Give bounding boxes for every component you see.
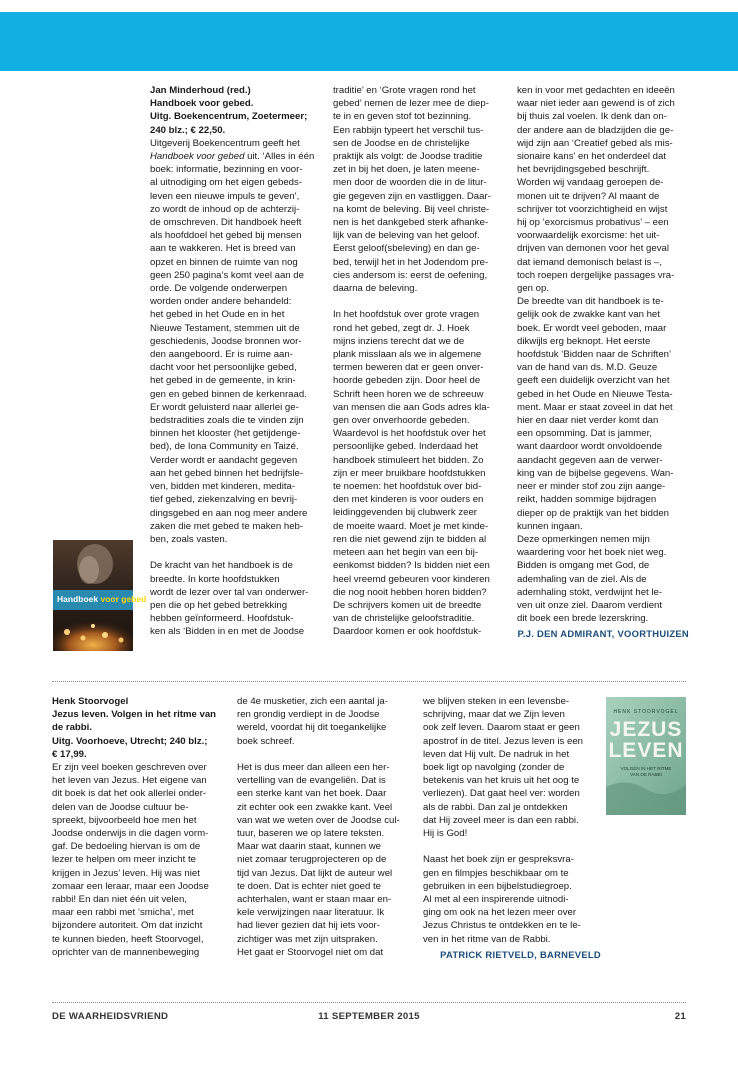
- text-line: heel vreemd gebeuren voor kinderen: [333, 573, 490, 585]
- review1-body-col3: [517, 84, 689, 625]
- text-line: gen op.: [517, 283, 550, 295]
- text-line: nen is het dankgebed sterk afhanke-: [333, 217, 489, 229]
- text-line: gie gegeven zijn en vastliggen. Daar-: [333, 190, 491, 202]
- text-line: gaf. De bedoeling hiervan is om de: [52, 841, 201, 853]
- text-line: tief gebed, ziekenzalving en bevrij-: [150, 494, 298, 506]
- text-line: De kracht van het handboek is de: [150, 560, 293, 572]
- book-cover-title-2: LEVEN: [608, 739, 684, 762]
- text-line: te noemen: het hoofdstuk over bid-: [333, 481, 482, 493]
- review1-column-2: [333, 84, 509, 639]
- text-line: spreekt, bijvoorbeeld hoe men het: [52, 814, 197, 826]
- text-line: king van de bijbelse gegevens. Wan-: [517, 467, 674, 479]
- text-line: persoonlijke gebed. Inderdaad het: [333, 441, 479, 453]
- text-line: orde. De volgende onderwerpen: [150, 283, 288, 295]
- text-line: het leven van Jezus. Het eigene van: [52, 775, 207, 787]
- text-line: Het is dus meer dan alleen een her-: [237, 762, 390, 773]
- text-line: breedte. In korte hoofdstukken: [150, 573, 280, 585]
- text-line: na komt de beleving. Bij veel christe-: [333, 203, 490, 215]
- text-line: Hij is God!: [423, 828, 468, 840]
- text-line: bedstradities zoals die te vinden zijn: [150, 415, 304, 427]
- text-line: al uitnodiging om het eigen gebeds-: [150, 177, 303, 189]
- top-color-banner: [0, 12, 738, 71]
- heading-line: Jan Minderhoud (red.): [150, 85, 251, 96]
- text-line: dieper op de praktijk van het bidden: [517, 507, 670, 519]
- text-line: had liever gezien dat hij iets voor-: [237, 920, 380, 932]
- text-line: te doen. Dat is echter niet goed te: [237, 880, 381, 892]
- text-line: hoofdstuk ‘Bidden naar de Schriften’: [517, 349, 672, 361]
- book-title-italic: Handboek voor gebed: [150, 151, 245, 163]
- text-line: het gebed in het Oude en in het: [150, 309, 285, 321]
- text-line: rabbi! En dan niet één uit velen,: [52, 894, 187, 906]
- text-line: leidinggevenden bij clubwerk zeer: [333, 507, 477, 519]
- text-line: aandacht gegeven aan de verwer-: [517, 454, 663, 466]
- text-line: gen en gebed binnen de kerkenraad.: [150, 388, 307, 400]
- text-line: bed, terwijl het in het Jodendom pre-: [333, 256, 489, 268]
- text-line: Uitgeverij Boekencentrum geeft het: [150, 137, 300, 149]
- text-line: geeft een duidelijk overzicht van het: [517, 375, 670, 387]
- text-line: niet zomaar terugprojecteren op de: [237, 854, 387, 866]
- text-line: Eerst geloof(sbeleving) en dan ge-: [333, 243, 480, 255]
- text-line: lezer te helpen om meer inzicht te: [52, 854, 196, 866]
- text-line: maar een rabbi met ‘smicha’, met: [52, 907, 194, 919]
- book-cover-subtitle-1: VOLGEN IN HET RITME: [620, 766, 672, 771]
- text-line: kunnen ingaan.: [517, 520, 583, 532]
- text-line: het gebed in de gemeente, in krin-: [150, 375, 296, 387]
- text-line: van wat we weten over de Joodse cul-: [237, 814, 400, 826]
- text-line: Een rabbijn typeert het verschil tus-: [333, 124, 484, 136]
- text-line: zo wordt de inhoud op de achterzij-: [150, 203, 300, 215]
- text-line: van de christelijke geloofstraditie.: [333, 613, 475, 625]
- review1-heading: [150, 84, 322, 137]
- text-line: termen beweren dat er geen onver-: [333, 362, 484, 374]
- text-line: plank misslaan als we in algemene: [333, 349, 482, 361]
- text-line: ook zelf leven. Daarom staat er geen: [423, 722, 580, 734]
- text-line: hebben geïnformeerd. Hoofdstuk-: [150, 613, 294, 625]
- text-line: meteen aan het begin van een bij-: [333, 547, 479, 559]
- text-line: hier en daar niet verder komt dan: [517, 415, 659, 427]
- text-line: eenkomst bidden? Is bidden niet een: [333, 560, 490, 572]
- text-line: een sterke kant van het boek. Daar: [237, 788, 387, 800]
- footer-divider: [52, 1002, 686, 1003]
- text-line: waar niet ieder aan gewend is of zich: [517, 98, 675, 110]
- text-line: als de rabbi. Dan zal je ontdekken: [423, 801, 568, 813]
- text-line: bed), de Iona Community en Taizé.: [150, 441, 299, 453]
- text-line: boek: informatie, bezinning en voor-: [150, 164, 303, 176]
- text-line: den met kinderen is voor ouders en: [333, 494, 484, 506]
- text-line: Maar wat daarin staat, kunnen we: [237, 841, 381, 853]
- text-line: praktijk als volgt: de Joodse traditie: [333, 151, 483, 163]
- heading-line: Uitg. Voorhoeve, Utrecht; 240 blz.;: [52, 735, 208, 747]
- review2-body-col3b: [423, 853, 601, 945]
- text-line: wordt de lezer over tal van onderwer-: [150, 586, 309, 598]
- text-line: boek schreef.: [237, 735, 295, 747]
- text-line: gebed’ nemen de lezer mee de diep-: [333, 98, 489, 110]
- footer-date: 11 SEPTEMBER 2015: [318, 1011, 420, 1022]
- text-line: ment. Maar er staat zoveel in dat het: [517, 401, 673, 413]
- text-line: neer er minder stof zou zijn aange-: [517, 481, 666, 493]
- text-line: apostrof in de titel. Jezus leven is een: [423, 735, 583, 747]
- text-line: dingsgebed en aan nog meer andere: [150, 507, 308, 519]
- text-line: schrijving, maar dat we Zijn leven: [423, 709, 565, 721]
- text-line: Er wordt geluisterd naar allerlei ge-: [150, 401, 299, 413]
- heading-line: Handboek voor gebed.: [150, 98, 254, 110]
- text-line: wijd zijn aan ‘Creatief gebed als mis-: [517, 137, 673, 149]
- text-line: krijgen in Jezus’ leven. Hij was niet: [52, 867, 200, 879]
- review2-column-3: [423, 695, 601, 961]
- text-line: lijk van de beleving van het geloof.: [333, 230, 480, 242]
- heading-line: Uitg. Boekencentrum, Zoetermeer;: [150, 111, 308, 123]
- text-line: zit echter ook een zwakke kant. Veel: [237, 801, 393, 813]
- text-line: Er zijn veel boeken geschreven over: [52, 762, 207, 774]
- text-line: sen de Joodse en de christelijke: [333, 137, 470, 149]
- text-line: rond het gebed, zegt dr. J. Hoek: [333, 322, 470, 334]
- text-line: als hoofddoel het gebed bij mensen: [150, 230, 302, 242]
- review1-signature: P.J. DEN ADMIRANT, VOORTHUIZEN: [517, 628, 689, 640]
- text-line: monen uit te drijven? Al maant de: [517, 190, 660, 202]
- text-line: ren die niet gewend zijn te bidden al: [333, 533, 487, 545]
- book-cover-title-1: JEZUS: [609, 718, 683, 741]
- text-line: Deze opmerkingen nemen mijn: [517, 533, 650, 545]
- review1-body-col1: [150, 137, 322, 639]
- footer-publication: DE WAARHEIDSVRIEND: [52, 1011, 169, 1022]
- text-line: aan te wakkeren. Het is breed van: [150, 243, 296, 255]
- heading-line: Jezus leven. Volgen in het ritme van: [52, 709, 217, 721]
- text-line: ven uit onze ziel. Daarom verdient: [517, 599, 663, 611]
- book-cover-handboek-voor-gebed: [53, 540, 147, 651]
- text-line: geen 250 pagina’s komt veel aan de: [150, 269, 304, 281]
- text-line: te kunnen bieden, heeft Stoorvogel,: [52, 933, 204, 945]
- text-line: Naast het boek zijn er gespreksvra-: [423, 854, 574, 866]
- text-line: schrijver tot voorzichtigheid en wijst: [517, 203, 668, 215]
- text-line: van de hand van ds. M.D. Geuze: [517, 362, 658, 374]
- text-line: wereld, voordat hij dit toegankelijke: [237, 722, 387, 734]
- text-line: bij thuis zal voelen. Ik denk dan on-: [517, 111, 667, 123]
- text-line: ven in het ritme van de Rabbi.: [423, 933, 551, 945]
- review1-body-col2: [333, 84, 509, 639]
- book-cover-title: Handboek voor gebed: [57, 594, 147, 604]
- text-line: den aangeboord. Er is ruime aan-: [150, 349, 293, 361]
- text-line: zaken die met gebed te maken heb-: [150, 520, 304, 532]
- text-line: gelijk ook de zwakke kant van het: [517, 309, 660, 321]
- text-line: dacht voor het persoonlijke gebed,: [150, 362, 297, 374]
- text-line: reikt, hadden sommige bijdragen: [517, 494, 657, 506]
- review1-column-1: [150, 84, 322, 639]
- text-line: dikwijls erg beknopt. Het eerste: [517, 335, 651, 347]
- review2-column-1: [52, 695, 230, 959]
- paragraph-gap: [150, 546, 322, 559]
- heading-line: Henk Stoorvogel: [52, 696, 129, 707]
- review2-heading: [52, 695, 230, 761]
- text-line: ven, bidden met kinderen, medita-: [150, 481, 296, 493]
- text-line: de omschreven. Dit handboek heeft: [150, 217, 302, 229]
- text-line: leven een nieuwe impuls te geven’,: [150, 190, 300, 202]
- text-line: sionaire kans’ en het onderdeel dat: [517, 151, 666, 163]
- review2-body-col1: [52, 761, 230, 959]
- text-line: Waardevol is het hoofdstuk over het: [333, 428, 486, 440]
- text-line: Verder wordt er aandacht gegeven: [150, 454, 298, 466]
- text-line: gen en filmpjes beschikbaar om te: [423, 867, 569, 879]
- heading-line: de rabbi.: [52, 722, 92, 734]
- text-line: van mensen die aan Gods adres kla-: [333, 401, 490, 413]
- text-line: achterhalen, want er staan maar en-: [237, 894, 392, 906]
- text-line: mijns inziens terecht dat we de: [333, 335, 465, 347]
- text-line: dit boek een brede lezerskring.: [517, 613, 649, 625]
- text-line: aan het gebed binnen het bedrijfsle-: [150, 467, 304, 479]
- text-line: der andere aan de bladzijden die ge-: [517, 124, 674, 136]
- text-line: dit boek is dat het ook allerlei onder-: [52, 788, 207, 800]
- text-line: oprichter van de mannenbeweging: [52, 946, 200, 958]
- text-line: leven dat Hij vult. De nadruk in het: [423, 748, 570, 760]
- text-line: gebruiken in een bijbelstudiegroep.: [423, 880, 572, 892]
- footer-page-number: 21: [674, 1011, 686, 1022]
- text-line: betekenis van het kruis uit het oog te: [423, 775, 580, 787]
- text-line: Al met al een inspirerende uitnodi-: [423, 894, 569, 906]
- text-line: Schrift heen horen we de schreeuw: [333, 388, 484, 400]
- text-line: gen over onverhoorde gebeden.: [333, 415, 470, 427]
- book-cover-subtitle-2: VAN DE RABBI: [630, 772, 662, 777]
- book-cover-jezus-leven: [606, 697, 686, 815]
- text-line: drijven van demonen voor het geval: [517, 243, 669, 255]
- text-line: de moeite waard. Moet je met kinde-: [333, 520, 489, 532]
- text-line: geschiedenis, Joodse bronnen wor-: [150, 335, 302, 347]
- text-line: te in en geven stof tot bezinning.: [333, 111, 472, 123]
- text-line: ademhaling stokt, verdwijnt het le-: [517, 586, 663, 598]
- text-line: hij op ‘exorcismus probativus’ – een: [517, 217, 669, 229]
- text-line: het bevrijdingsgebed beschrijft.: [517, 164, 650, 176]
- text-line: pen die op het gebed betrekking: [150, 599, 288, 611]
- text-line: opzet en binnen de ruimte van nog: [150, 256, 298, 268]
- text-line: cies andersom is: eerst de oefening,: [333, 269, 488, 281]
- text-line: zet in bij het doen, je laten meene-: [333, 164, 480, 176]
- text-line: De schrijvers komen uit de breedte: [333, 599, 482, 611]
- text-line: want daardoor wordt onvoldoende: [517, 441, 663, 453]
- text-line: we blijven steken in een levensbe-: [423, 696, 570, 707]
- text-line: Joodse onderwijs in die dagen vorm-: [52, 828, 209, 840]
- text-line: hoorde gebeden zijn. Door heel de: [333, 375, 481, 387]
- text-line: De breedte van dit handboek is te-: [517, 296, 664, 308]
- text-line: bijzondere autoriteit. Om dat inzicht: [52, 920, 203, 932]
- text-line: kele verwijzingen naar literatuur. Ik: [237, 907, 385, 919]
- text-line: ren grondig verdiept in de Joodse: [237, 709, 380, 721]
- section-divider: [52, 681, 686, 682]
- text-line: zichtiger was met zijn uitspraken.: [237, 933, 378, 945]
- heading-line: € 17,99.: [52, 748, 87, 760]
- text-line: tijd van Jezus. Dat lijkt de auteur wel: [237, 867, 393, 879]
- text-line: dat Hij zoveel meer is dan een rabbi.: [423, 814, 579, 826]
- text-line: verliezen). Dat gaat heel ver: worden: [423, 788, 580, 800]
- text-line: delen van de Joodse cultuur be-: [52, 801, 189, 813]
- text-line: gebed in het Oude en Nieuwe Testa-: [517, 388, 673, 400]
- text-line: boek. Er wordt veel geboden, maar: [517, 322, 667, 334]
- text-line: Handboek voor gebed uit. ‘Alles in één: [150, 151, 315, 163]
- text-line: ging om ook na het lezen meer over: [423, 907, 577, 919]
- text-line: Nieuwe Testament, stemmen uit de: [150, 322, 300, 334]
- text-line: Worden wij vandaag geroepen de-: [517, 177, 664, 189]
- text-line: tuur, baseren we op latere teksten.: [237, 828, 385, 840]
- text-line: traditie’ en ‘Grote vragen rond het: [333, 85, 476, 96]
- text-line: vertelling van de evangeliën. Dat is: [237, 775, 386, 787]
- text-line: ademhaling van de ziel. Als de: [517, 573, 647, 585]
- paragraph-gap: [237, 748, 413, 761]
- text-line: daarna de beleving.: [333, 283, 418, 295]
- review1-column-3: [517, 84, 689, 641]
- text-line: In het hoofdstuk over grote vragen: [333, 309, 480, 321]
- text-line: men door de woorden die in de litur-: [333, 177, 487, 189]
- heading-line: 240 blz.; € 22,50.: [150, 124, 226, 136]
- text-line: die nog nooit hebben horen bidden?: [333, 586, 487, 598]
- text-line: een opsomming. Dat is jammer,: [517, 428, 652, 440]
- text-line: Het gaat er Stoorvogel niet om dat: [237, 946, 384, 958]
- text-line: ben, zoals vasten.: [150, 533, 228, 545]
- text-line: boek ligt op navolging (zonder de: [423, 762, 565, 774]
- text-line: Jezus Christus te ontdekken en te le-: [423, 920, 581, 932]
- review2-body-col2: [237, 695, 413, 959]
- text-line: Bidden is omgang met God, de: [517, 560, 650, 572]
- text-line: toch roepen dergelijke passages vra-: [517, 269, 675, 281]
- book-cover-author: HENK STOORVOGEL: [613, 709, 679, 715]
- text-line: Daardoor komen er ook hoofdstuk-: [333, 626, 482, 638]
- text-line: zomaar een leraar, maar een Joodse: [52, 880, 209, 892]
- review2-column-2: [237, 695, 413, 959]
- text-line: ken in voor met gedachten en ideeën: [517, 85, 675, 96]
- text-line: binnen het klooster (het getijdenge-: [150, 428, 301, 440]
- paragraph-gap: [333, 295, 509, 308]
- text-line: ken als ‘Bidden in en met de Joodse: [150, 626, 305, 638]
- text-line: dat iemand demonisch belast is –,: [517, 256, 663, 268]
- text-line: zijn er meer bruikbare hoofdstukken: [333, 467, 486, 479]
- text-line: worden onder andere behandeld:: [150, 296, 292, 308]
- text-line: handboek stimuleert het bidden. Zo: [333, 454, 484, 466]
- text-line: waardering voor het boek niet weg.: [517, 547, 667, 559]
- text-line: voorwaardelijk exorcisme: het uit-: [517, 230, 660, 242]
- text-line: de 4e musketier, zich een aantal ja-: [237, 696, 388, 707]
- review2-body-col3a: [423, 695, 601, 840]
- review2-signature: PATRICK RIETVELD, BARNEVELD: [440, 948, 601, 960]
